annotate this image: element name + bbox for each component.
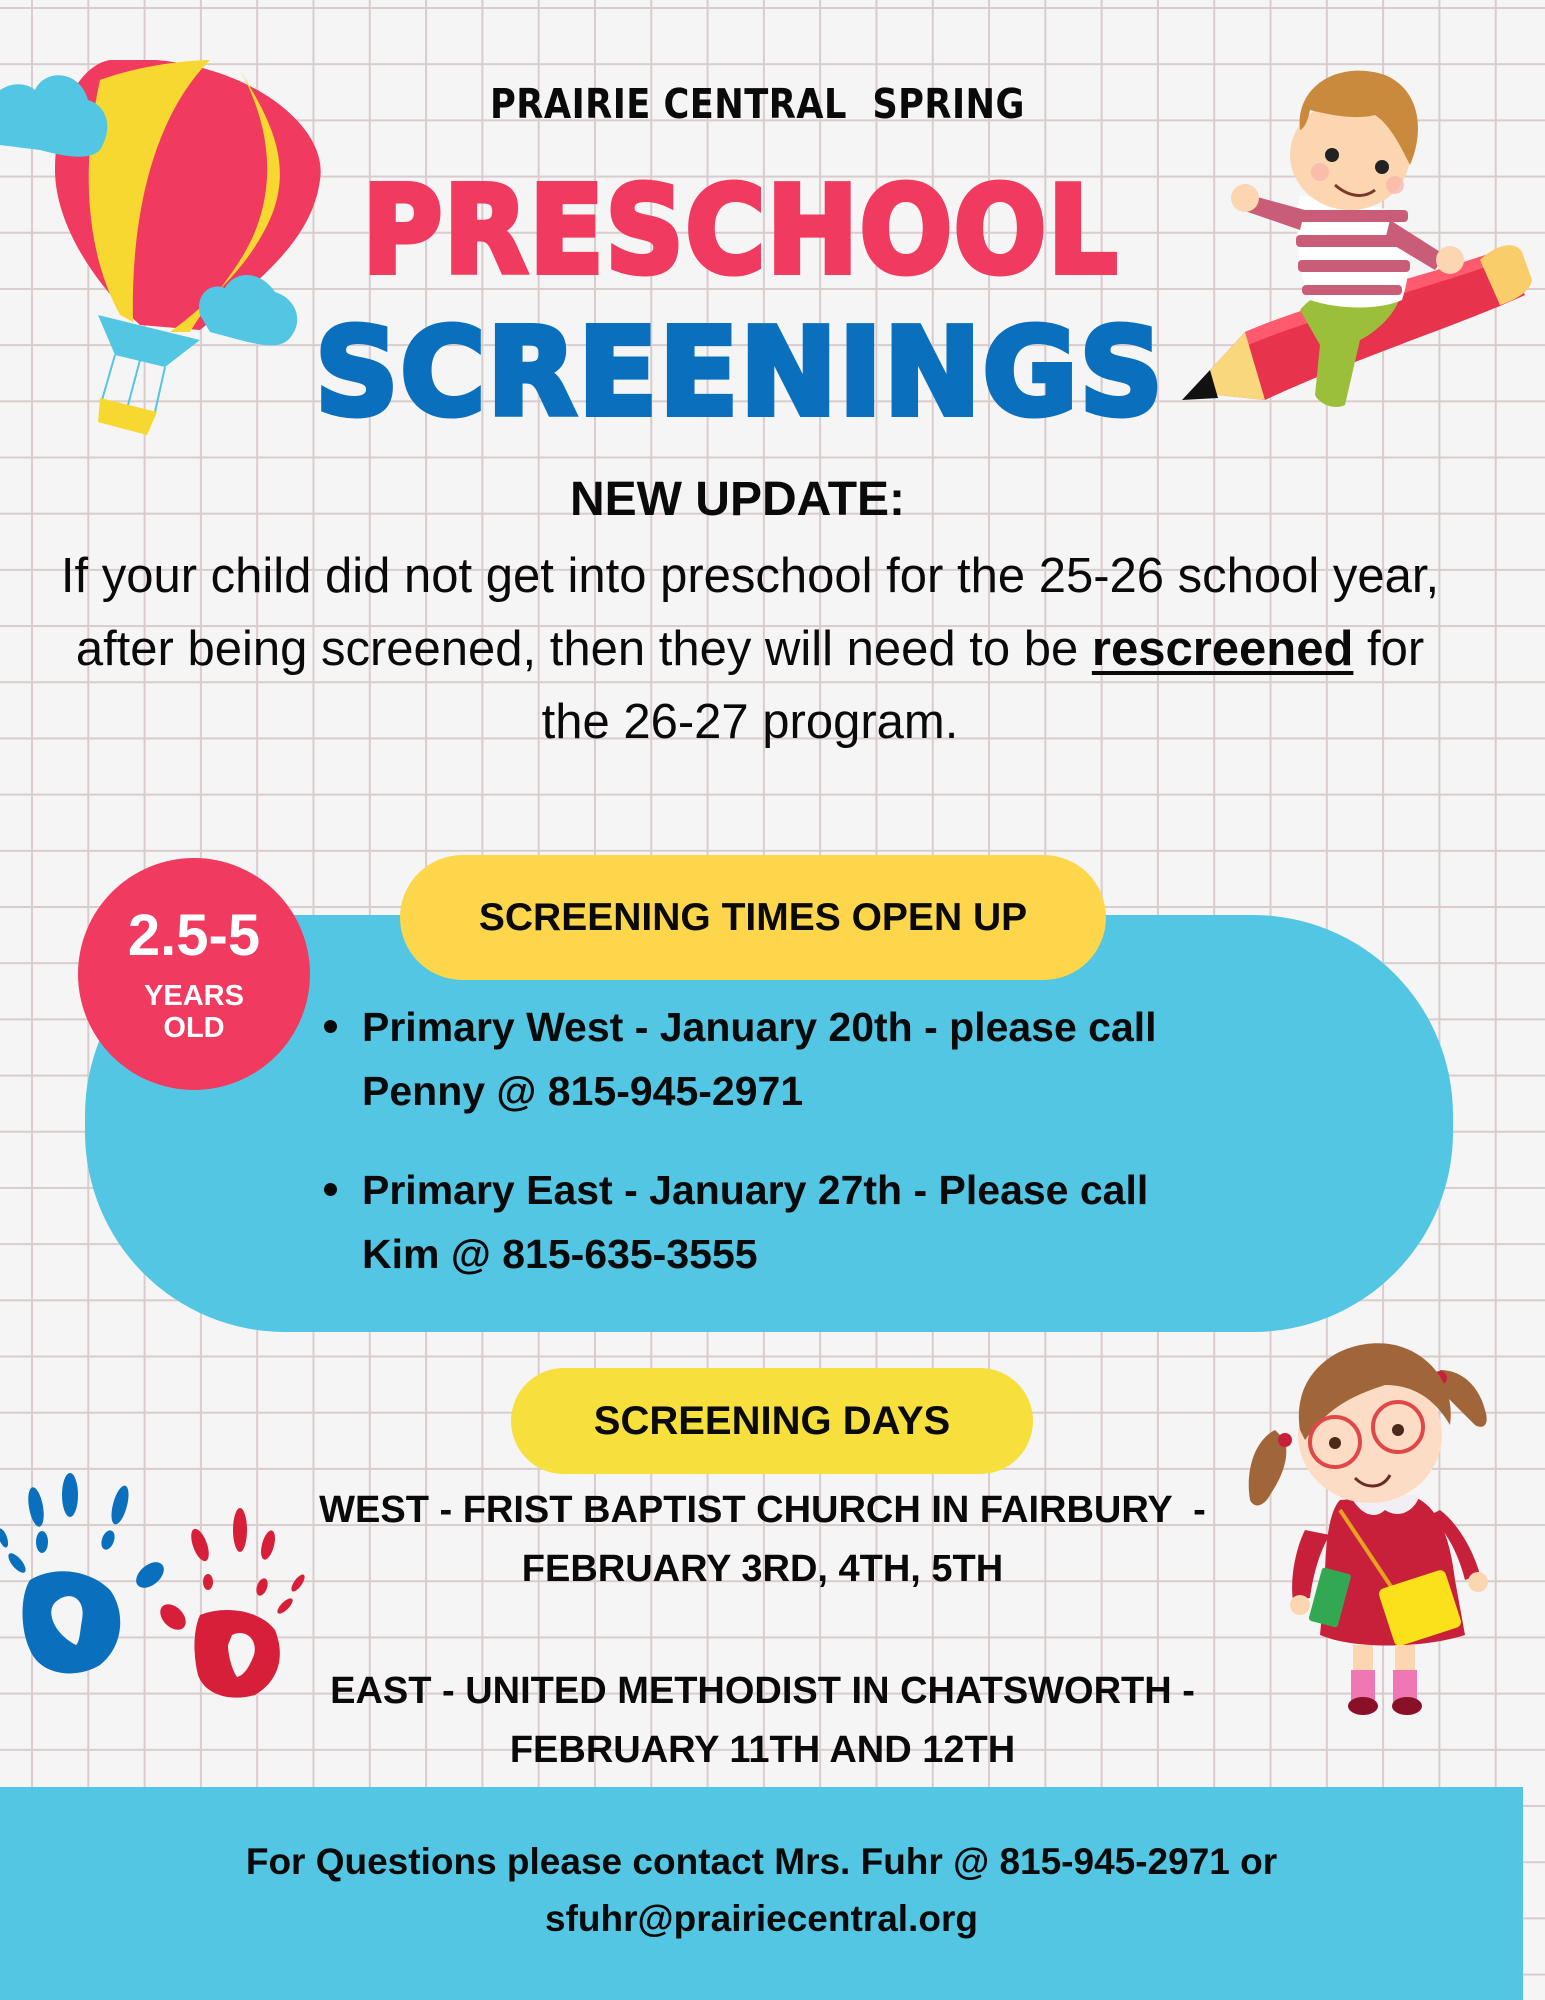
update-heading: NEW UPDATE: (569, 473, 906, 526)
header-kicker: PRAIRIE CENTRAL SPRING (489, 80, 1025, 128)
age-label (78, 980, 310, 1044)
list-item (318, 1158, 1318, 1286)
list-item-line-2: Penny @ 815-945-2971 (362, 1068, 804, 1114)
list-item (318, 995, 1318, 1123)
list-item-line-1: Primary West - January 20th - please call (362, 1004, 1157, 1050)
screening-days-east (0, 1662, 1525, 1780)
update-text-after: for the 26-27 program. (541, 622, 1425, 749)
bullet-icon (324, 1020, 337, 1033)
list-item-line-1: Primary East - January 27th - Please call (362, 1167, 1149, 1213)
screening-days-heading: SCREENING DAYS (511, 1368, 1033, 1474)
contact-text (0, 1833, 1523, 1947)
list-item-line-2: Kim @ 815-635-3555 (362, 1231, 758, 1277)
contact-line-1: For Questions please contact Mrs. Fuhr @ 815-945-2971 or (245, 1841, 1278, 1882)
title-preschool (60, 159, 1422, 301)
age-label-line-1: YEARS (144, 980, 244, 1012)
age-label-line-2: OLD (163, 1012, 225, 1044)
update-emphasis: rescreened (1091, 622, 1354, 676)
west-location: WEST - FRIST BAPTIST CHURCH IN FAIRBURY - (319, 1489, 1206, 1531)
east-location: EAST - UNITED METHODIST IN CHATSWORTH - (330, 1670, 1195, 1712)
age-badge (78, 858, 310, 1090)
screening-times-list (318, 995, 1318, 1321)
update-text-before: If your child did not get into preschool for the 25-26 school year, after being screened, then they will need to be (60, 549, 1440, 676)
title-screenings (15, 301, 1465, 443)
update-body (60, 540, 1440, 759)
west-dates: FEBRUARY 3RD, 4TH, 5TH (521, 1548, 1004, 1590)
title-line-1: PRESCHOOL (362, 159, 1119, 301)
bullet-icon (324, 1183, 337, 1196)
title-line-2: SCREENINGS (315, 301, 1165, 443)
screening-times-heading: SCREENING TIMES OPEN UP (400, 855, 1106, 980)
contact-email[interactable]: sfuhr@prairiecentral.org (545, 1898, 978, 1939)
screening-days-west (0, 1481, 1525, 1599)
age-range: 2.5-5 (127, 903, 261, 968)
east-dates: FEBRUARY 11TH AND 12TH (509, 1729, 1016, 1771)
contact-footer (0, 1787, 1523, 2000)
